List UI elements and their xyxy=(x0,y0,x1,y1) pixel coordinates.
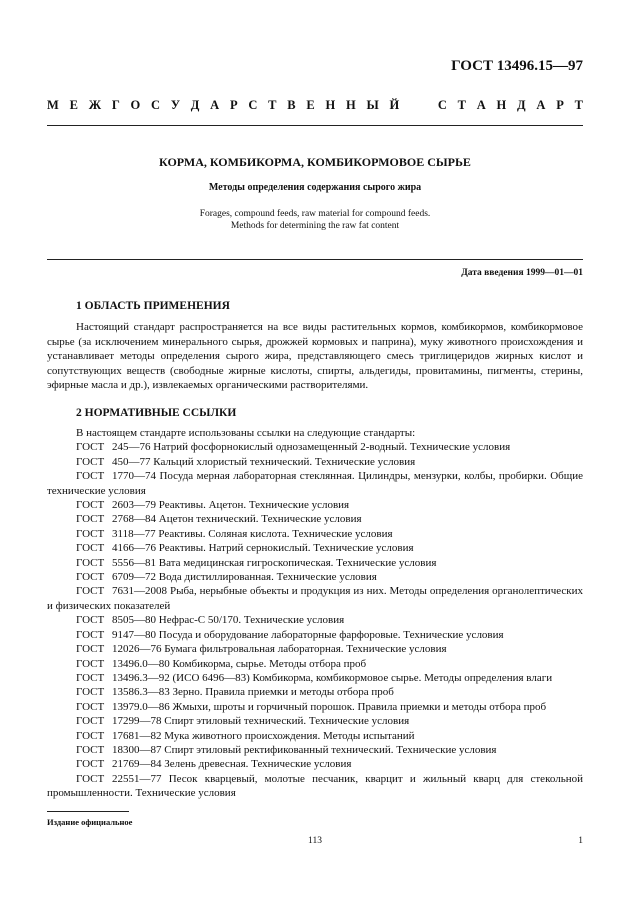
interstate-letter: Н xyxy=(496,98,507,112)
reference-text: 22551—77 Песок кварцевый, молотые песчаник, кварцит и жильный кварц для стекольной промышленности. Технические условия xyxy=(47,772,583,800)
interstate-letter: Е xyxy=(69,98,78,112)
reference-gost-label: ГОСТ xyxy=(76,556,105,569)
reference-item xyxy=(47,685,583,699)
gost-number: ГОСТ 13496.15—97 xyxy=(451,58,583,74)
reference-text: 3118—77 Реактивы. Соляная кислота. Технические условия xyxy=(112,527,393,540)
reference-item xyxy=(47,469,583,498)
reference-text: 13496.3—92 (ИСО 6496—83) Комбикорма, комбикормовое сырье. Методы определения влаги xyxy=(112,671,553,684)
interstate-letter: Н xyxy=(325,98,336,112)
reference-text: 1770—74 Посуда мерная лабораторная стеклянная. Цилиндры, мензурки, колбы, пробирки. Общие технические условия xyxy=(47,470,583,497)
reference-gost-label: ГОСТ xyxy=(76,441,105,454)
reference-text: 450—77 Кальций хлористый технический. Технические условия xyxy=(112,455,416,468)
reference-item xyxy=(47,584,583,613)
page-count: 1 xyxy=(578,836,583,846)
reference-item xyxy=(47,570,583,584)
interstate-standard-heading xyxy=(47,98,583,113)
interstate-letter: Ы xyxy=(366,98,379,112)
reference-gost-label: ГОСТ xyxy=(76,686,105,699)
reference-item xyxy=(47,729,583,743)
reference-text: 17681—82 Мука животного происхождения. Методы испытаний xyxy=(112,729,415,742)
middle-divider xyxy=(47,259,583,260)
interstate-letter: А xyxy=(476,98,486,112)
reference-item xyxy=(47,541,583,555)
interstate-letter: Т xyxy=(574,98,583,112)
reference-item xyxy=(47,527,583,541)
reference-gost-label: ГОСТ xyxy=(76,628,105,641)
reference-item xyxy=(47,714,583,728)
reference-text: 18300—87 Спирт этиловый ректификованный технический. Технические условия xyxy=(112,743,497,756)
reference-gost-label: ГОСТ xyxy=(76,715,105,728)
reference-item xyxy=(47,700,583,714)
intro-date: Дата введения 1999—01—01 xyxy=(461,268,583,278)
reference-gost-label: ГОСТ xyxy=(76,643,105,656)
references-intro: В настоящем стандарте использованы ссылки на следующие стандарты: xyxy=(76,427,416,439)
reference-item xyxy=(47,455,583,469)
section-1-heading: 1 ОБЛАСТЬ ПРИМЕНЕНИЯ xyxy=(76,300,230,312)
reference-gost-label: ГОСТ xyxy=(76,527,105,540)
reference-item xyxy=(47,512,583,526)
interstate-letter: Р xyxy=(556,98,564,112)
reference-item xyxy=(47,743,583,757)
english-title xyxy=(0,208,630,232)
reference-text: 8505—80 Нефрас-С 50/170. Технические условия xyxy=(112,614,345,627)
reference-item xyxy=(47,628,583,642)
reference-text: 6709—72 Вода дистиллированная. Технические условия xyxy=(112,571,377,584)
reference-gost-label: ГОСТ xyxy=(76,758,105,771)
reference-gost-label: ГОСТ xyxy=(76,585,105,598)
interstate-letter: Т xyxy=(457,98,466,112)
reference-text: 2603—79 Реактивы. Ацетон. Технические условия xyxy=(112,499,350,512)
interstate-letter: Ж xyxy=(88,98,102,112)
document-title: КОРМА, КОМБИКОРМА, КОМБИКОРМОВОЕ СЫРЬЕ xyxy=(159,155,471,169)
reference-text: 17299—78 Спирт этиловый технический. Технические условия xyxy=(112,715,410,728)
reference-text: 7631—2008 Рыба, нерыбные объекты и продукция из них. Методы определения органолептических и физических показателей xyxy=(47,585,583,612)
reference-gost-label: ГОСТ xyxy=(76,772,105,785)
interstate-letter: С xyxy=(151,98,161,112)
interstate-letter xyxy=(424,98,427,113)
interstate-letter: Е xyxy=(306,98,315,112)
reference-gost-label: ГОСТ xyxy=(76,657,105,670)
section-2-heading: 2 НОРМАТИВНЫЕ ССЫЛКИ xyxy=(76,407,237,419)
reference-item xyxy=(47,642,583,656)
interstate-letter: Н xyxy=(346,98,356,112)
reference-gost-label: ГОСТ xyxy=(76,499,105,512)
interstate-letter: Д xyxy=(190,98,200,112)
interstate-letter: У xyxy=(170,98,181,112)
interstate-letter: В xyxy=(287,98,296,112)
reference-text: 4166—76 Реактивы. Натрий сернокислый. Технические условия xyxy=(112,542,414,555)
reference-gost-label: ГОСТ xyxy=(76,671,105,684)
reference-text: 245—76 Натрий фосфорнокислый однозамещенный 2-водный. Технические условия xyxy=(112,441,511,454)
reference-text: 21769—84 Зелень древесная. Технические условия xyxy=(112,758,352,771)
interstate-letter: А xyxy=(536,98,546,112)
reference-text: 13979.0—86 Жмыхи, шроты и горчичный порошок. Правила приемки и методы отбора проб xyxy=(112,700,547,713)
reference-item xyxy=(47,613,583,627)
interstate-letter: Й xyxy=(389,98,400,112)
reference-item xyxy=(47,498,583,512)
reference-text: 13586.3—83 Зерно. Правила приемки и методы отбора проб xyxy=(112,686,394,699)
reference-text: 12026—76 Бумага фильтровальная лабораторная. Технические условия xyxy=(112,643,447,656)
interstate-letter: Р xyxy=(229,98,238,112)
section-1-text xyxy=(47,320,583,393)
reference-gost-label: ГОСТ xyxy=(76,470,105,483)
reference-item xyxy=(47,671,583,685)
document-subtitle: Методы определения содержания сырого жира xyxy=(208,182,422,193)
reference-item xyxy=(47,440,583,454)
reference-gost-label: ГОСТ xyxy=(76,614,105,627)
reference-gost-label: ГОСТ xyxy=(76,513,105,526)
reference-gost-label: ГОСТ xyxy=(76,455,105,468)
references-list xyxy=(47,426,583,801)
reference-text: 13496.0—80 Комбикорма, сырье. Методы отбора проб xyxy=(112,657,367,670)
interstate-letter: С xyxy=(437,98,447,112)
reference-text: 9147—80 Посуда и оборудование лабораторные фарфоровые. Технические условия xyxy=(112,628,504,641)
english-title-line-1: Forages, compound feeds, raw material for compound feeds. xyxy=(199,209,431,219)
interstate-letter: М xyxy=(47,98,59,112)
reference-item xyxy=(47,757,583,771)
interstate-letter: Д xyxy=(517,98,526,112)
page-number: 113 xyxy=(308,836,322,846)
reference-gost-label: ГОСТ xyxy=(76,542,105,555)
interstate-letter: Т xyxy=(268,98,277,112)
edition-note: Издание официальное xyxy=(47,817,133,827)
reference-gost-label: ГОСТ xyxy=(76,700,105,713)
interstate-letter: О xyxy=(130,98,141,112)
reference-text: 2768—84 Ацетон технический. Технические условия xyxy=(112,513,362,526)
reference-gost-label: ГОСТ xyxy=(76,571,105,584)
reference-item xyxy=(47,657,583,671)
section-1-paragraph: Настоящий стандарт распространяется на все виды растительных кормов, комбикормов, комбикормовое сырье (за исключением минерального сырья, дрожжей кормовых и паприна), муку животного происхождения и устанавливает методы определения сырого жира, представляющего смесь триглицеридов жирных кислот и сопутствующих веществ (свободные жирные кислоты, спирты, альдегиды, провитамины, пигменты, стерины, эфирные масла и др.), извлекаемых органическими растворителями. xyxy=(47,321,583,391)
reference-text: 5556—81 Вата медицинская гигроскопическая. Технические условия xyxy=(112,556,437,569)
interstate-letter xyxy=(410,98,413,113)
footer-divider xyxy=(47,811,129,812)
top-divider xyxy=(47,125,583,126)
reference-gost-label: ГОСТ xyxy=(76,743,105,756)
interstate-letter: С xyxy=(248,98,258,112)
interstate-letter: Г xyxy=(111,98,120,112)
interstate-letter: А xyxy=(210,98,220,112)
reference-gost-label: ГОСТ xyxy=(76,729,105,742)
english-title-line-2: Methods for determining the raw fat content xyxy=(230,221,400,231)
reference-item xyxy=(47,556,583,570)
reference-item xyxy=(47,772,583,801)
